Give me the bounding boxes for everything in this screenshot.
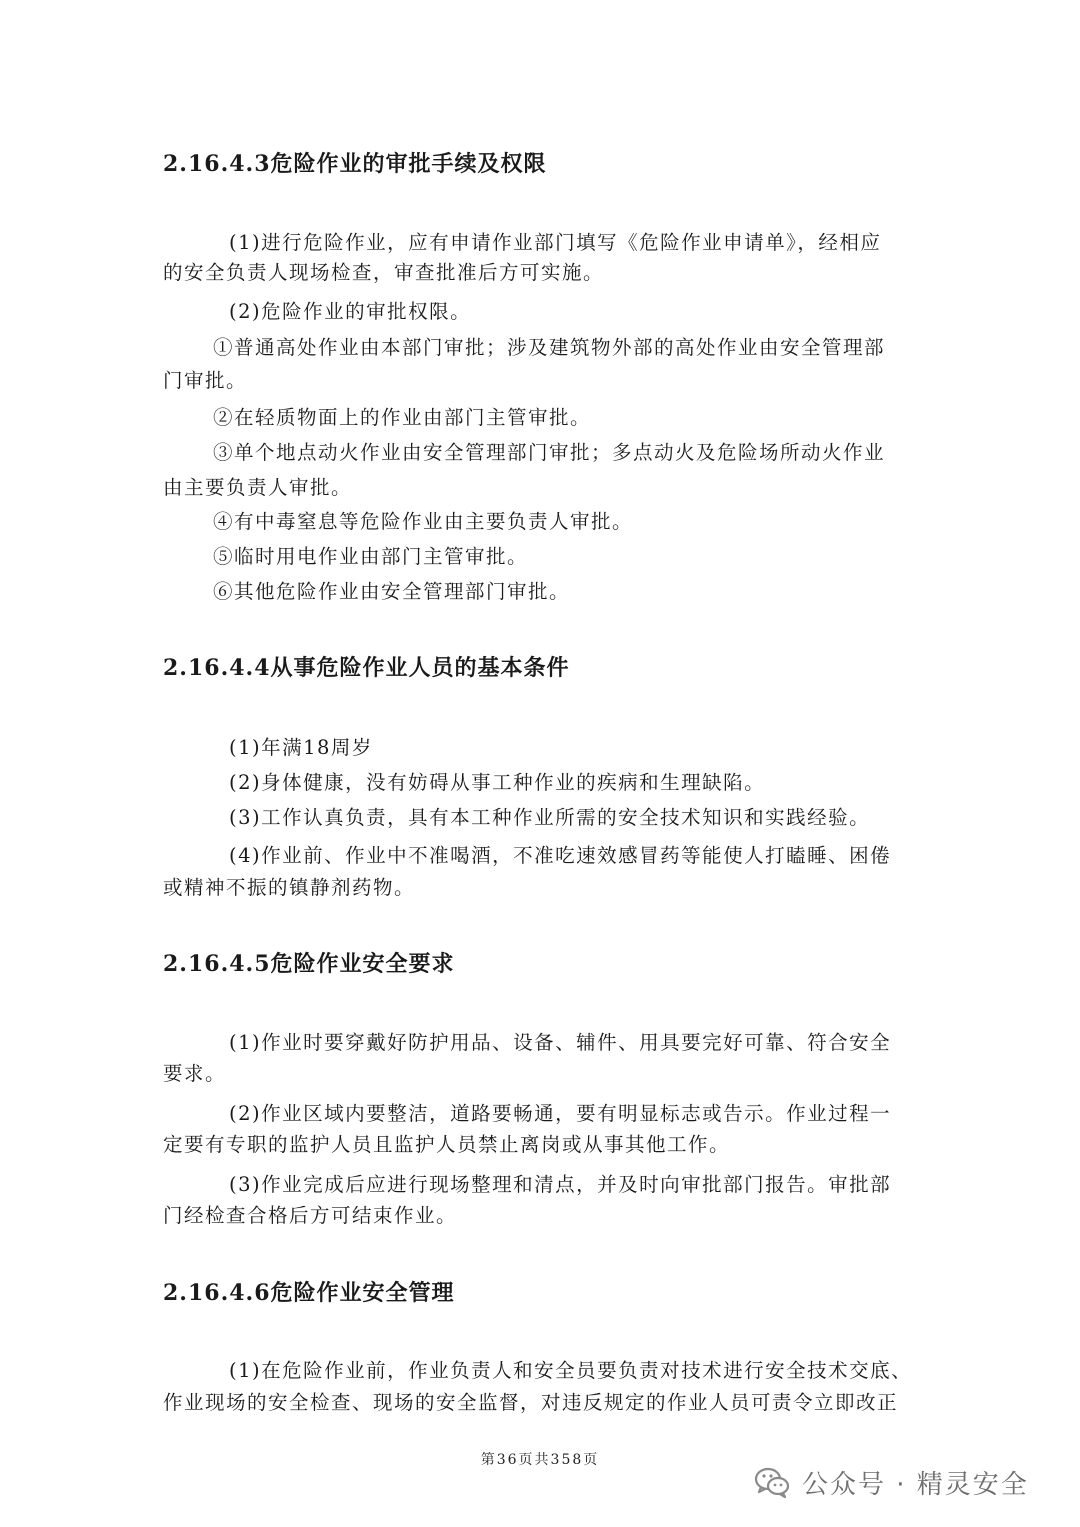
section-heading-2-16-4-4: 2.16.4.4从事危险作业人员的基本条件 bbox=[163, 655, 570, 681]
text-line: (2)身体健康，没有妨碍从事工种作业的疾病和生理缺陷。 bbox=[229, 771, 766, 794]
page-number: 第36页共358页 bbox=[480, 1452, 600, 1468]
section-heading-2-16-4-3: 2.16.4.3危险作业的审批手续及权限 bbox=[163, 151, 547, 177]
text-line: 作业现场的安全检查、现场的安全监督，对违反规定的作业人员可责令立即改正 bbox=[163, 1391, 899, 1414]
text-line: 由主要负责人审批。 bbox=[163, 476, 353, 499]
text-line: 门审批。 bbox=[163, 369, 248, 392]
text-line: (2)危险作业的审批权限。 bbox=[229, 300, 472, 323]
text-line: 门经检查合格后方可结束作业。 bbox=[163, 1204, 458, 1227]
text-line: 的安全负责人现场检查，审查批准后方可实施。 bbox=[163, 261, 605, 284]
text-line: (1)年满18周岁 bbox=[229, 736, 373, 759]
text-line: ④有中毒窒息等危险作业由主要负责人审批。 bbox=[213, 510, 634, 533]
text-line: ⑥其他危险作业由安全管理部门审批。 bbox=[213, 580, 571, 603]
wechat-icon bbox=[752, 1462, 792, 1502]
section-heading-2-16-4-6: 2.16.4.6危险作业安全管理 bbox=[163, 1280, 455, 1306]
text-line: ⑤临时用电作业由部门主管审批。 bbox=[213, 545, 529, 568]
text-line: (3)作业完成后应进行现场整理和清点，并及时向审批部门报告。审批部 bbox=[229, 1173, 892, 1196]
section-heading-2-16-4-5: 2.16.4.5危险作业安全要求 bbox=[163, 951, 455, 977]
text-line: (2)作业区域内要整洁，道路要畅通，要有明显标志或告示。作业过程一 bbox=[229, 1102, 892, 1125]
watermark-text: 公众号 · 精灵安全 bbox=[802, 1469, 1029, 1500]
text-line: (1)作业时要穿戴好防护用品、设备、辅件、用具要完好可靠、符合安全 bbox=[229, 1031, 892, 1054]
text-line: (4)作业前、作业中不准喝酒，不准吃速效感冒药等能使人打瞌睡、困倦 bbox=[229, 844, 892, 867]
text-line: 或精神不振的镇静剂药物。 bbox=[163, 876, 416, 899]
text-line: (1)在危险作业前，作业负责人和安全员要负责对技术进行安全技术交底、 bbox=[229, 1359, 913, 1382]
text-line: 要求。 bbox=[163, 1062, 227, 1085]
text-line: (1)进行危险作业，应有申请作业部门填写《危险作业申请单》，经相应 bbox=[229, 231, 882, 254]
text-line: ③单个地点动火作业由安全管理部门审批；多点动火及危险场所动火作业 bbox=[213, 441, 886, 464]
text-line: 定要有专职的监护人员且监护人员禁止离岗或从事其他工作。 bbox=[163, 1133, 731, 1156]
watermark bbox=[752, 1462, 1029, 1502]
text-line: ①普通高处作业由本部门审批；涉及建筑物外部的高处作业由安全管理部 bbox=[213, 336, 886, 359]
text-line: ②在轻质物面上的作业由部门主管审批。 bbox=[213, 406, 592, 429]
text-line: (3)工作认真负责，具有本工种作业所需的安全技术知识和实践经验。 bbox=[229, 806, 871, 829]
